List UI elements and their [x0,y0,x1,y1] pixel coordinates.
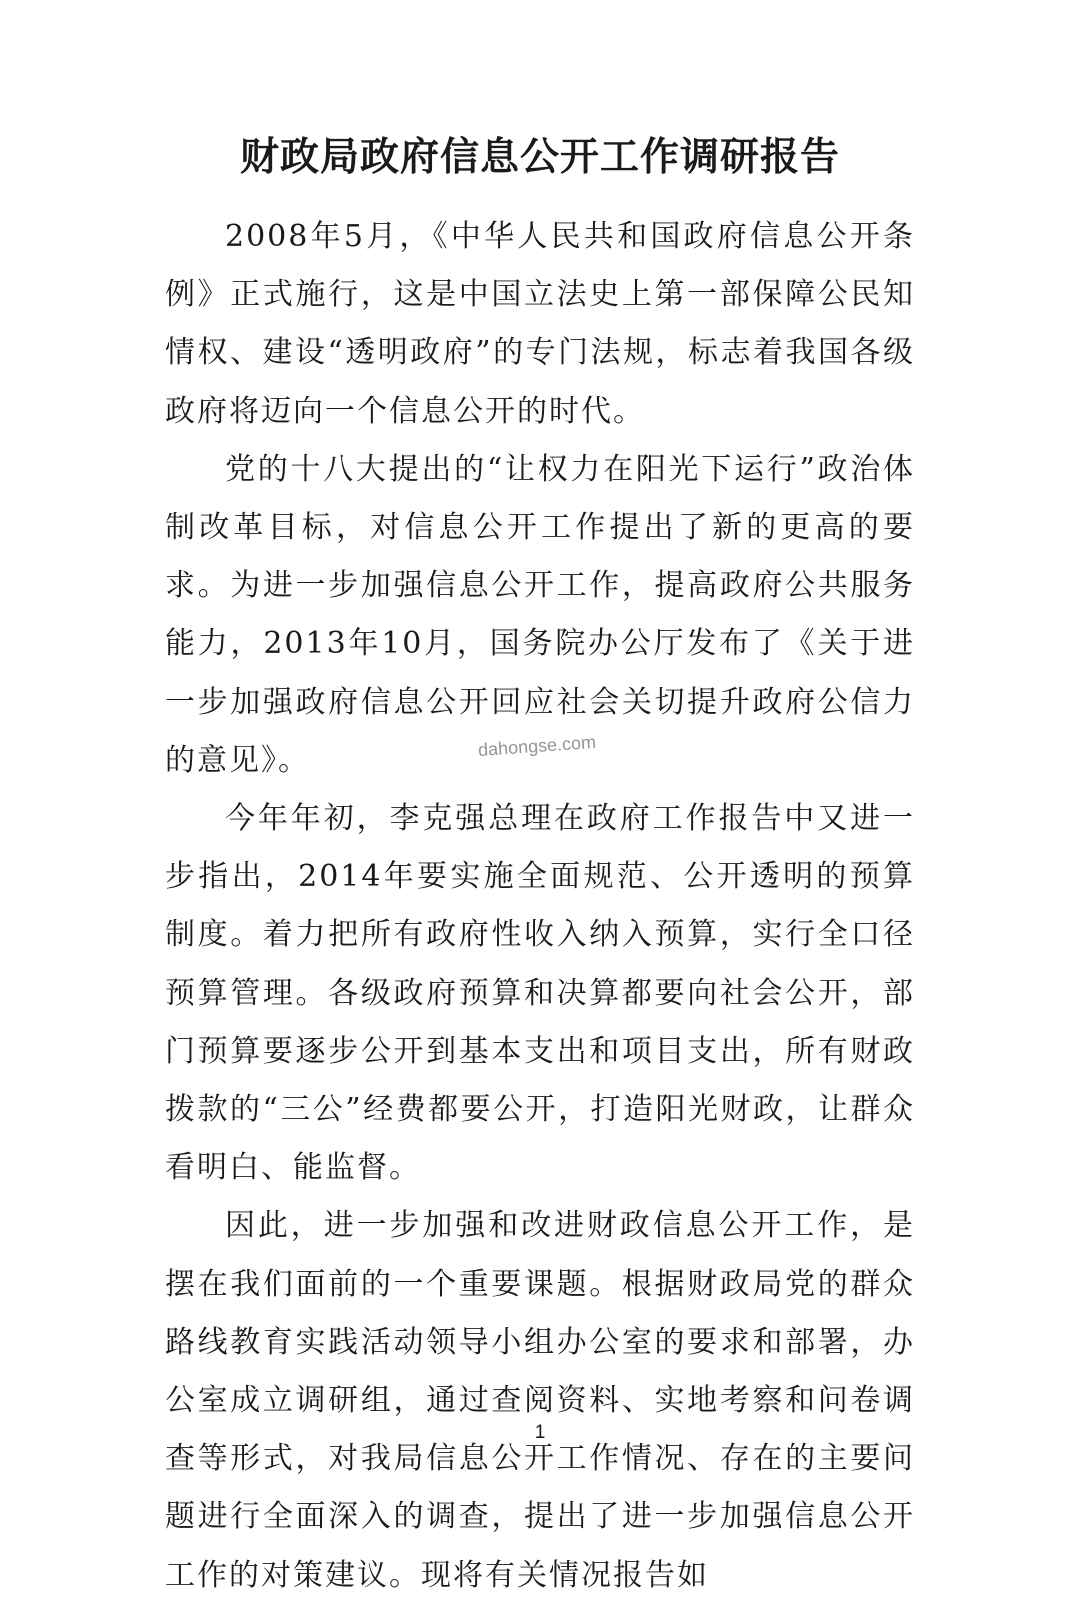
page-number: 1 [534,1422,546,1443]
watermark: dahongse.com [477,731,597,761]
paragraph-3: 今年年初，李克强总理在政府工作报告中又进一步指出，2014年要实施全面规范、公开透明的预算制度。着力把所有政府性收入纳入预算，实行全口径预算管理。各级政府预算和决算都要向社会公开，部门预算要逐步公开到基本支出和项目支出，所有财政拨款的“三公”经费都要公开，打造阳光财政，让群众看明白、能监督。 [165,801,915,1186]
paragraph-2: 党的十八大提出的“让权力在阳光下运行”政治体制改革目标，对信息公开工作提出了新的更高的要求。为进一步加强信息公开工作，提高政府公共服务能力，2013年10月，国务院办公厅发布了《关于进一步加强政府信息公开回应社会关切提升政府公信力的意见》。 [165,451,915,778]
document-body [165,208,915,1605]
paragraph-4: 因此，进一步加强和改进财政信息公开工作，是摆在我们面前的一个重要课题。根据财政局党的群众路线教育实践活动领导小组办公室的要求和部署，办公室成立调研组，通过查阅资料、实地考察和问卷调查等形式，对我局信息公开工作情况、存在的主要问题进行全面深入的调查，提出了进一步加强信息公开工作的对策建议。现将有关情况报告如 [165,1208,915,1593]
paragraph-1: 2008年5月，《中华人民共和国政府信息公开条例》正式施行，这是中国立法史上第一部保障公民知情权、建设“透明政府”的专门法规，标志着我国各级政府将迈向一个信息公开的时代。 [165,219,915,429]
document-title: 财政局政府信息公开工作调研报告 [239,135,840,180]
